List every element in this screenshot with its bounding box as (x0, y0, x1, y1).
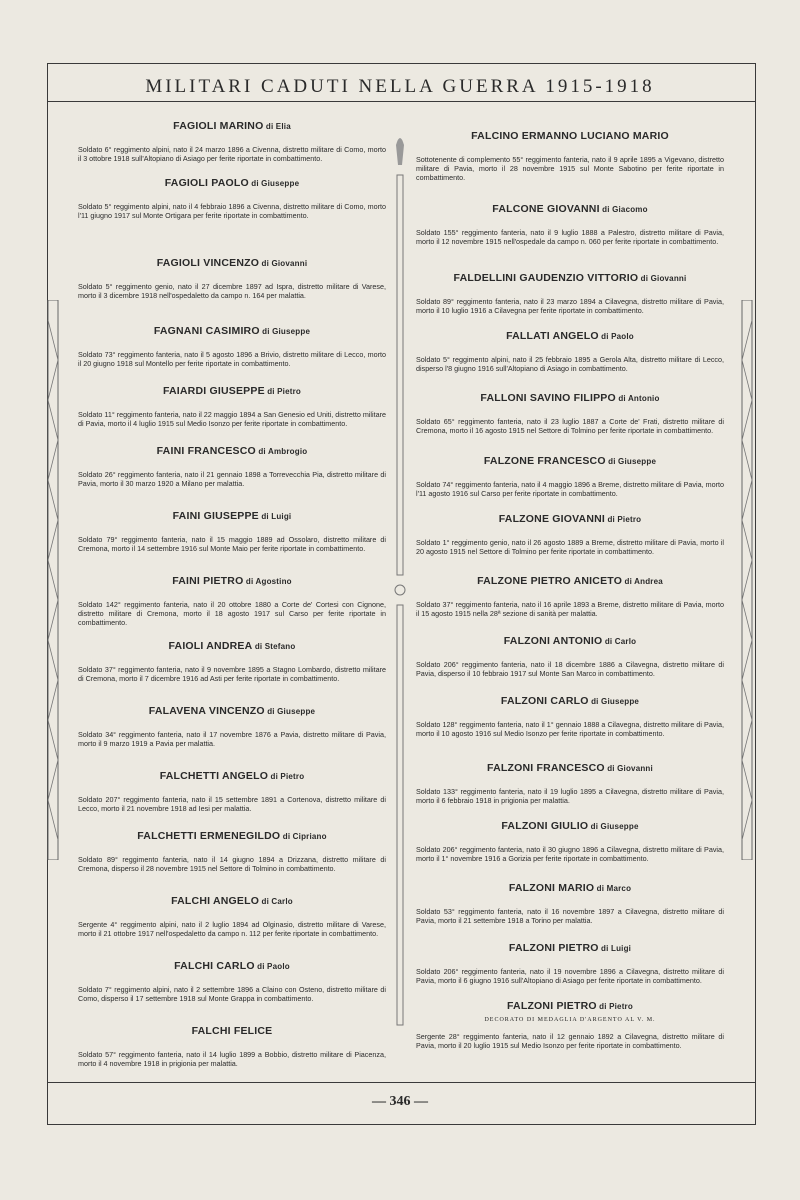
entry-name (416, 203, 724, 215)
entry-text: Soldato 207° reggimento fanteria, nato il 15 settembre 1891 a Cortenova, distretto militare di Lecco, morto il 21 novembre 1918 ad Iesi per malattia. (78, 795, 386, 813)
parent-name: di Giuseppe (588, 822, 639, 831)
entry-name (416, 455, 724, 467)
entry-name (416, 695, 724, 707)
entry-name (78, 705, 386, 717)
soldier-name: FALZONI CARLO (500, 695, 589, 707)
entry-text: Soldato 79° reggimento fanteria, nato il 15 maggio 1889 ad Ossolaro, distretto militare di Cremona, morto il 14 settembre 1916 sul Monte Maio per ferite riportate in combattimento. (78, 535, 386, 553)
entry-text: Soldato 53° reggimento fanteria, nato il 16 novembre 1897 a Cilavegna, distretto militare di Pavia, morto il 21 settembre 1918 a Torino per malattia. (416, 907, 724, 925)
parent-name: di Paolo (598, 332, 634, 341)
entry-name (78, 445, 386, 457)
soldier-name: FAIARDI GIUSEPPE (162, 385, 265, 397)
entry-text: Soldato 34° reggimento fanteria, nato il 17 novembre 1876 a Pavia, distretto militare di Pavia, morto il 9 marzo 1919 a Pavia per malattia. (78, 730, 386, 748)
entry (416, 942, 724, 985)
entry (416, 203, 724, 246)
page-title: MILITARI CADUTI NELLA GUERRA 1915-1918 (145, 76, 655, 97)
entry (78, 325, 386, 368)
entry (78, 1025, 386, 1068)
parent-name: di Giovanni (638, 274, 687, 283)
soldier-name: FALAVENA VINCENZO (148, 705, 265, 717)
parent-name: di Giuseppe (248, 179, 300, 188)
soldier-name: FALLATI ANGELO (506, 330, 599, 342)
soldier-name: FAINI FRANCESCO (156, 445, 256, 457)
entry-name (416, 820, 724, 832)
entry-name (416, 130, 724, 142)
soldier-name: FAINI GIUSEPPE (172, 510, 259, 522)
entry (416, 1000, 724, 1050)
parent-name: di Giuseppe (259, 327, 311, 336)
soldier-name: FALZONI MARIO (508, 882, 595, 894)
entry-text: Soldato 206° reggimento fanteria, nato il 18 dicembre 1886 a Cilavegna, distretto militare di Pavia, disperso il 10 febbraio 1917 sul Monte San Marco in combattimento. (416, 660, 724, 678)
entry-text: Soldato 37° reggimento fanteria, nato il 16 aprile 1893 a Breme, distretto militare di Pavia, morto il 15 agosto 1915 nella 28ª sezione di sanità per malattia. (416, 600, 724, 618)
entry (78, 177, 386, 220)
entry (78, 445, 386, 488)
soldier-name: FALZONI GIULIO (501, 820, 589, 832)
entry (78, 705, 386, 748)
parent-name: di Giovanni (259, 259, 308, 268)
parent-name: di Luigi (258, 512, 292, 521)
entry-name (78, 257, 386, 269)
entry-name (78, 895, 386, 907)
parent-name: di Pietro (596, 1002, 633, 1011)
soldier-name: FAIOLI ANDREA (168, 640, 253, 652)
entry-name (78, 640, 386, 652)
parent-name: di Pietro (605, 515, 642, 524)
soldier-name: FALZONI FRANCESCO (487, 762, 605, 774)
entry (78, 960, 386, 1003)
entry-name (416, 575, 724, 587)
entry-text: Soldato 89° reggimento fanteria, nato il 14 giugno 1894 a Drizzana, distretto militare di Cremona, disperso il 28 novembre 1915 nel Settore di Tolmino in combattimento. (78, 855, 386, 873)
parent-name: di Carlo (602, 637, 637, 646)
entry-name (78, 575, 386, 587)
entry (416, 392, 724, 435)
entry-text: Soldato 11° reggimento fanteria, nato il 22 maggio 1894 a San Genesio ed Uniti, distretto militare di Pavia, morto il 4 luglio 1915 sul Medio Isonzo per ferite riportate in combattimento. (78, 410, 386, 428)
entry-name (78, 770, 386, 782)
entry-text: Soldato 206° reggimento fanteria, nato il 19 novembre 1896 a Cilavegna, distretto militare di Pavia, morto il 6 giugno 1916 sull'Altopiano di Asiago per ferite riportate in combattimento. (416, 967, 724, 985)
entry-text: Soldato 6° reggimento alpini, nato il 24 marzo 1896 a Civenna, distretto militare di Como, morto il 3 ottobre 1918 sull'Altopiano di Asiago per ferite riportate in combattimento. (78, 145, 386, 163)
parent-name: di Giacomo (599, 205, 648, 214)
entry (416, 330, 724, 373)
soldier-name: FAINI PIETRO (172, 575, 244, 587)
entry (78, 770, 386, 813)
soldier-name: FAGNANI CASIMIRO (153, 325, 260, 337)
entry-name (78, 960, 386, 972)
entry-text: Sergente 4° reggimento alpini, nato il 2 luglio 1894 ad Olginasio, distretto militare di Varese, morto il 21 ottobre 1917 nell'ospedaletto da campo n. 112 per ferite riportate in combattimento. (78, 920, 386, 938)
soldier-name: FALCHETTI ERMENEGILDO (137, 830, 281, 842)
header-rule (47, 101, 756, 102)
page-number: — 346 — (372, 1094, 428, 1109)
soldier-name: FALZONE GIOVANNI (498, 513, 606, 525)
parent-name: di Pietro (264, 387, 302, 396)
soldier-name: FAGIOLI PAOLO (164, 177, 249, 189)
entry-name (416, 272, 724, 284)
parent-name: di Elia (263, 122, 291, 131)
decoration-note: DECORATO DI MEDAGLIA D'ARGENTO AL V. M. (484, 1017, 656, 1023)
soldier-name: FALCHETTI ANGELO (159, 770, 269, 782)
entry-text: Soldato 57° reggimento fanteria, nato il 14 luglio 1899 a Bobbio, distretto militare di Piacenza, morto il 4 novembre 1918 in prigionia per malattia. (78, 1050, 386, 1068)
right-fasces-ornament (734, 300, 760, 860)
entry-name (416, 1000, 724, 1012)
soldier-name: FALZONI PIETRO (507, 1000, 597, 1012)
parent-name: di Ambrogio (255, 447, 308, 456)
soldier-name: FALZONE PIETRO ANICETO (477, 575, 623, 587)
entry (416, 820, 724, 863)
parent-name: di Marco (594, 884, 632, 893)
entry (416, 455, 724, 498)
entry-text: Soldato 142° reggimento fanteria, nato il 20 ottobre 1880 a Corte de' Cortesi con Cignone, distretto militare di Cremona, morto il 18 agosto 1917 sul Carso per ferite riportate in combattimento. (78, 600, 386, 627)
soldier-name: FALZONE FRANCESCO (483, 455, 606, 467)
entry-name (416, 513, 724, 525)
entry (78, 575, 386, 627)
entry (78, 120, 386, 163)
entry-name (416, 392, 724, 404)
parent-name: di Cipriano (280, 832, 327, 841)
entry (78, 895, 386, 938)
entry (416, 575, 724, 618)
entry-name (416, 942, 724, 954)
entry-text: Soldato 26° reggimento fanteria, nato il 21 gennaio 1898 a Torrevecchia Pia, distretto militare di Pavia, morto il 30 marzo 1920 a Milano per malattia. (78, 470, 386, 488)
entry-name (78, 177, 386, 189)
entry-text: Soldato 5° reggimento alpini, nato il 25 febbraio 1895 a Gerola Alta, distretto militare di Lecco, disperso l'8 giugno 1916 sull'Altopiano di Asiago in combattimento. (416, 355, 724, 373)
entry-text: Soldato 74° reggimento fanteria, nato il 4 maggio 1896 a Breme, distretto militare di Pavia, morto l'11 agosto 1916 sul Carso per ferite riportate in combattimento. (416, 480, 724, 498)
entry-text: Soldato 133° reggimento fanteria, nato il 19 luglio 1895 a Cilavegna, distretto militare di Pavia, morto il 6 febbraio 1918 in prigionia per malattia. (416, 787, 724, 805)
entry-name (416, 762, 724, 774)
soldier-name: FALCINO ERMANNO LUCIANO MARIO (471, 130, 669, 142)
entry-text: Sergente 28° reggimento fanteria, nato il 12 gennaio 1892 a Cilavegna, distretto militare di Pavia, morto il 20 luglio 1915 sul Medio Isonzo per ferite riportate in combattimento. (416, 1032, 724, 1050)
entry-text: Soldato 5° reggimento genio, nato il 27 dicembre 1897 ad Ispra, distretto militare di Varese, morto il 3 dicembre 1918 nell'ospedaletto da campo n. 164 per malattia. (78, 282, 386, 300)
parent-name: di Giuseppe (605, 457, 657, 466)
soldier-name: FALLONI SAVINO FILIPPO (480, 392, 616, 404)
soldier-name: FALCONE GIOVANNI (492, 203, 600, 215)
entry-text: Soldato 37° reggimento fanteria, nato il 9 novembre 1895 a Stagno Lombardo, distretto militare di Cremona, morto il 7 dicembre 1916 ad Asti per ferite riportate in combattimento. (78, 665, 386, 683)
entry (416, 272, 724, 315)
entry (78, 385, 386, 428)
entry-text: Soldato 1° reggimento genio, nato il 26 agosto 1889 a Breme, distretto militare di Pavia, morto il 20 agosto 1915 nel Settore di Tolmino per ferite riportate in combattimento. (416, 538, 724, 556)
parent-name: di Pietro (268, 772, 305, 781)
soldier-name: FAGIOLI MARINO (173, 120, 264, 132)
soldier-name: FALZONI ANTONIO (503, 635, 603, 647)
entry-name (416, 635, 724, 647)
entry-name (416, 330, 724, 342)
center-torch-divider (394, 135, 406, 1035)
entry-name (78, 510, 386, 522)
entry (78, 257, 386, 300)
parent-name: di Antonio (615, 394, 660, 403)
entry (416, 635, 724, 678)
entry-text: Soldato 7° reggimento alpini, nato il 2 settembre 1896 a Claino con Osteno, distretto militare di Como, disperso il 17 settembre 1918 sul Monte Grappa in combattimento. (78, 985, 386, 1003)
entry-name (78, 325, 386, 337)
parent-name: di Andrea (622, 577, 663, 586)
soldier-name: FALCHI ANGELO (171, 895, 260, 907)
entry-text: Sottotenente di complemento 55° reggimento fanteria, nato il 9 aprile 1895 a Vigevano, distretto militare di Pavia, morto il 28 novembre 1915 sul Monte Sabotino per ferite riportate in combattimento. (416, 155, 724, 182)
entry-text: Soldato 73° reggimento fanteria, nato il 5 agosto 1896 a Brivio, distretto militare di Lecco, morto il 20 giugno 1918 sul Montello per ferite riportate in combattimento. (78, 350, 386, 368)
parent-name: di Luigi (598, 944, 632, 953)
entry (416, 513, 724, 556)
entry-name (78, 1025, 386, 1037)
parent-name: di Carlo (259, 897, 293, 906)
entry-text: Soldato 128° reggimento fanteria, nato il 1° gennaio 1888 a Cilavegna, distretto militare di Pavia, morto il 10 agosto 1916 sul Medio Isonzo per ferite riportate in combattimento. (416, 720, 724, 738)
entry (78, 510, 386, 553)
soldier-name: FALZONI PIETRO (508, 942, 599, 954)
entry (78, 830, 386, 873)
entry-name (78, 120, 386, 132)
entry (78, 640, 386, 683)
soldier-name: FALCHI CARLO (174, 960, 255, 972)
entry (416, 762, 724, 805)
parent-name: di Giuseppe (264, 707, 316, 716)
left-fasces-ornament (40, 300, 66, 860)
entry-text: Soldato 89° reggimento fanteria, nato il 23 marzo 1894 a Cilavegna, distretto militare di Pavia, morto il 10 luglio 1916 a Cilavegna per ferite riportate in combattimento. (416, 297, 724, 315)
entry (416, 130, 724, 182)
entry (416, 882, 724, 925)
parent-name: di Agostino (243, 577, 292, 586)
entry-text: Soldato 206° reggimento fanteria, nato il 30 giugno 1896 a Cilavegna, distretto militare di Pavia, morto il 1° novembre 1916 a Gorizia per ferite riportate in combattimento. (416, 845, 724, 863)
parent-name: di Stefano (252, 642, 296, 651)
parent-name: di Paolo (254, 962, 290, 971)
soldier-name: FAGIOLI VINCENZO (156, 257, 260, 269)
soldier-name: FALDELLINI GAUDENZIO VITTORIO (453, 272, 639, 284)
entry-text: Soldato 5° reggimento alpini, nato il 4 febbraio 1896 a Civenna, distretto militare di Como, morto l'11 giugno 1917 sul Monte Ortigara per ferite riportate in combattimento. (78, 202, 386, 220)
footer-rule (47, 1082, 756, 1083)
parent-name: di Giovanni (604, 764, 653, 773)
parent-name: di Giuseppe (588, 697, 640, 706)
entry-name (78, 385, 386, 397)
soldier-name: FALCHI FELICE (191, 1025, 273, 1037)
entry (416, 695, 724, 738)
entry-text: Soldato 155° reggimento fanteria, nato il 9 luglio 1888 a Palestro, distretto militare di Pavia, morto il 12 novembre 1915 nell'ospedale da campo n. 060 per ferite riportate in combattimento. (416, 228, 724, 246)
entry-name (78, 830, 386, 842)
entry-name (416, 882, 724, 894)
entry-text: Soldato 65° reggimento fanteria, nato il 23 luglio 1887 a Corte de' Frati, distretto militare di Cremona, morto il 16 agosto 1915 nel Settore di Tolmino per ferite riportate in combattimento. (416, 417, 724, 435)
